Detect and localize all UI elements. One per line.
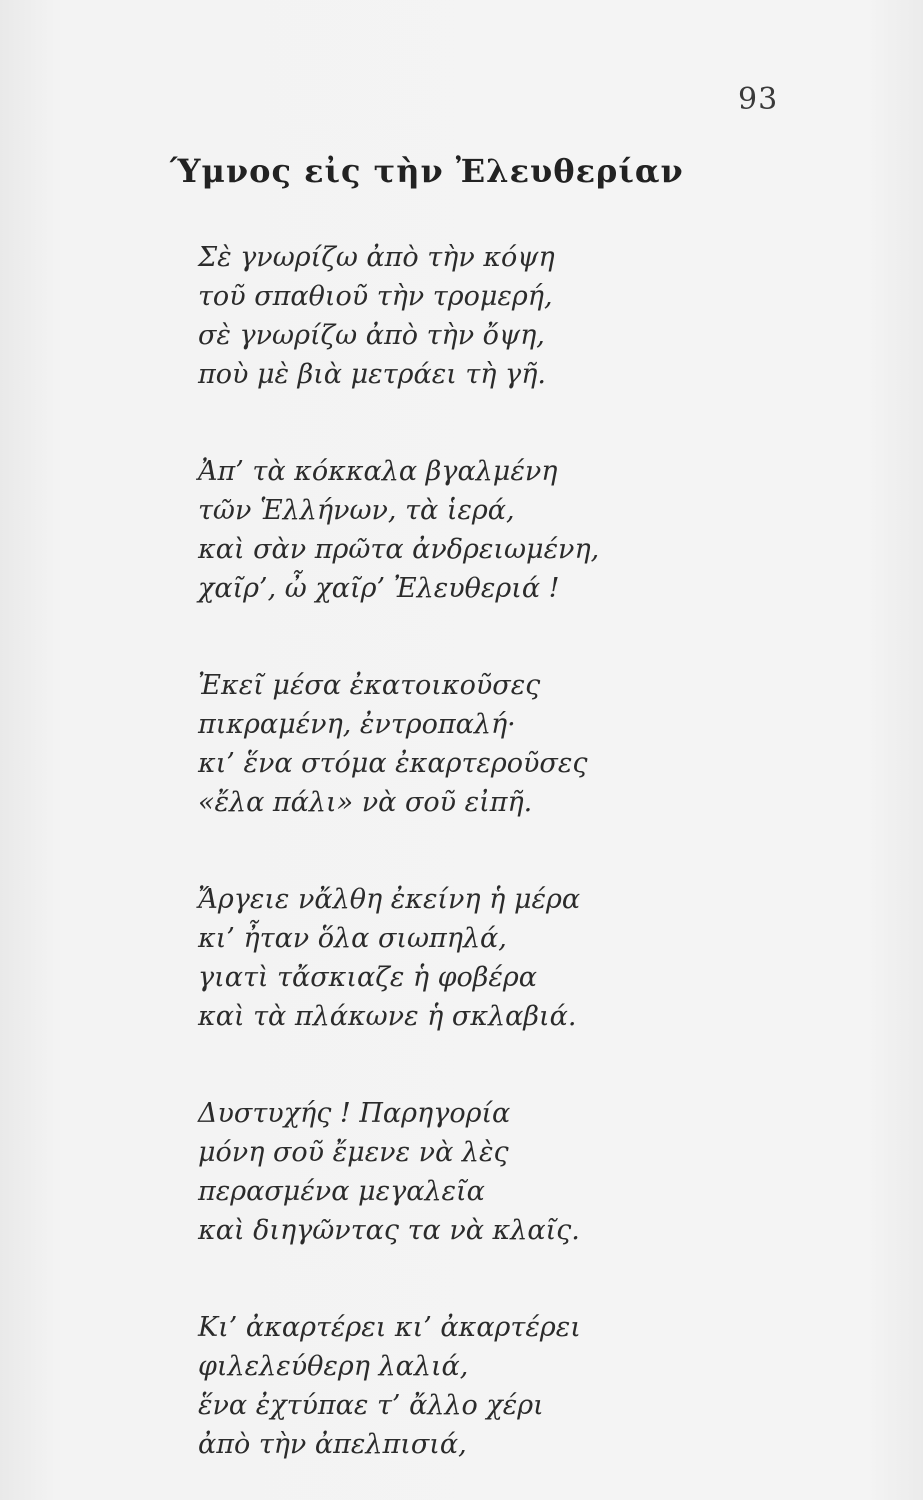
verse-line: Ἐκεῖ μέσα ἐκατοικοῦσες xyxy=(198,670,541,701)
verse-line: καὶ σὰν πρῶτα ἀνδρειωμένη, xyxy=(198,534,600,565)
verse-line: γιατὶ τἄσκιαζε ἡ φοβέρα xyxy=(198,962,538,993)
stanza xyxy=(198,1308,758,1464)
verse-line: Κι’ ἀκαρτέρει κι’ ἀκαρτέρει xyxy=(198,1312,581,1343)
verse-line: μόνη σοῦ ἔμενε νὰ λὲς xyxy=(198,1137,509,1168)
stanza xyxy=(198,238,758,394)
verse-line: ἀπὸ τὴν ἀπελπισιά, xyxy=(198,1429,467,1460)
verse-line: τῶν Ἑλλήνων, τὰ ἱερά, xyxy=(198,495,515,526)
verse-line: τοῦ σπαθιοῦ τὴν τρομερή, xyxy=(198,281,553,312)
poem-title: Ύμνος εἰς τὴν Ἐλευθερίαν xyxy=(170,152,684,190)
stanza xyxy=(198,1094,758,1250)
verse-line: Δυστυχής ! Παρηγορία xyxy=(198,1098,511,1129)
verse-line: ἕνα ἐχτύπαε τ’ ἄλλο χέρι xyxy=(198,1390,544,1421)
verse-line: σὲ γνωρίζω ἀπὸ τὴν ὄψη, xyxy=(198,320,545,351)
stanza xyxy=(198,452,758,608)
verse-line: πικραμένη, ἐντροπαλή· xyxy=(198,709,516,740)
verse-line: καὶ τὰ πλάκωνε ἡ σκλαβιά. xyxy=(198,1001,577,1032)
verse-line: Σὲ γνωρίζω ἀπὸ τὴν κόψη xyxy=(198,242,555,273)
poem-body xyxy=(198,238,758,1500)
stanza xyxy=(198,666,758,822)
stanza xyxy=(198,880,758,1036)
verse-line: «ἔλα πάλι» νὰ σοῦ εἰπῆ. xyxy=(198,787,533,818)
verse-line: ποὺ μὲ βιὰ μετράει τὴ γῆ. xyxy=(198,359,546,390)
verse-line: κι’ ἕνα στόμα ἐκαρτεροῦσες xyxy=(198,748,588,779)
verse-line: περασμένα μεγαλεῖα xyxy=(198,1176,485,1207)
verse-line: κι’ ἦταν ὅλα σιωπηλά, xyxy=(198,923,507,954)
verse-line: φιλελεύθερη λαλιά, xyxy=(198,1351,469,1382)
verse-line: καὶ διηγῶντας τα νὰ κλαῖς. xyxy=(198,1215,580,1246)
verse-line: Ἄργειε νἄλθη ἐκείνη ἡ μέρα xyxy=(198,884,581,915)
verse-line: Ἀπ’ τὰ κόκκαλα βγαλμένη xyxy=(198,456,558,487)
verse-line: χαῖρ’, ὦ χαῖρ’ Ἐλευθεριά ! xyxy=(198,573,560,604)
page-number: 93 xyxy=(738,82,779,117)
